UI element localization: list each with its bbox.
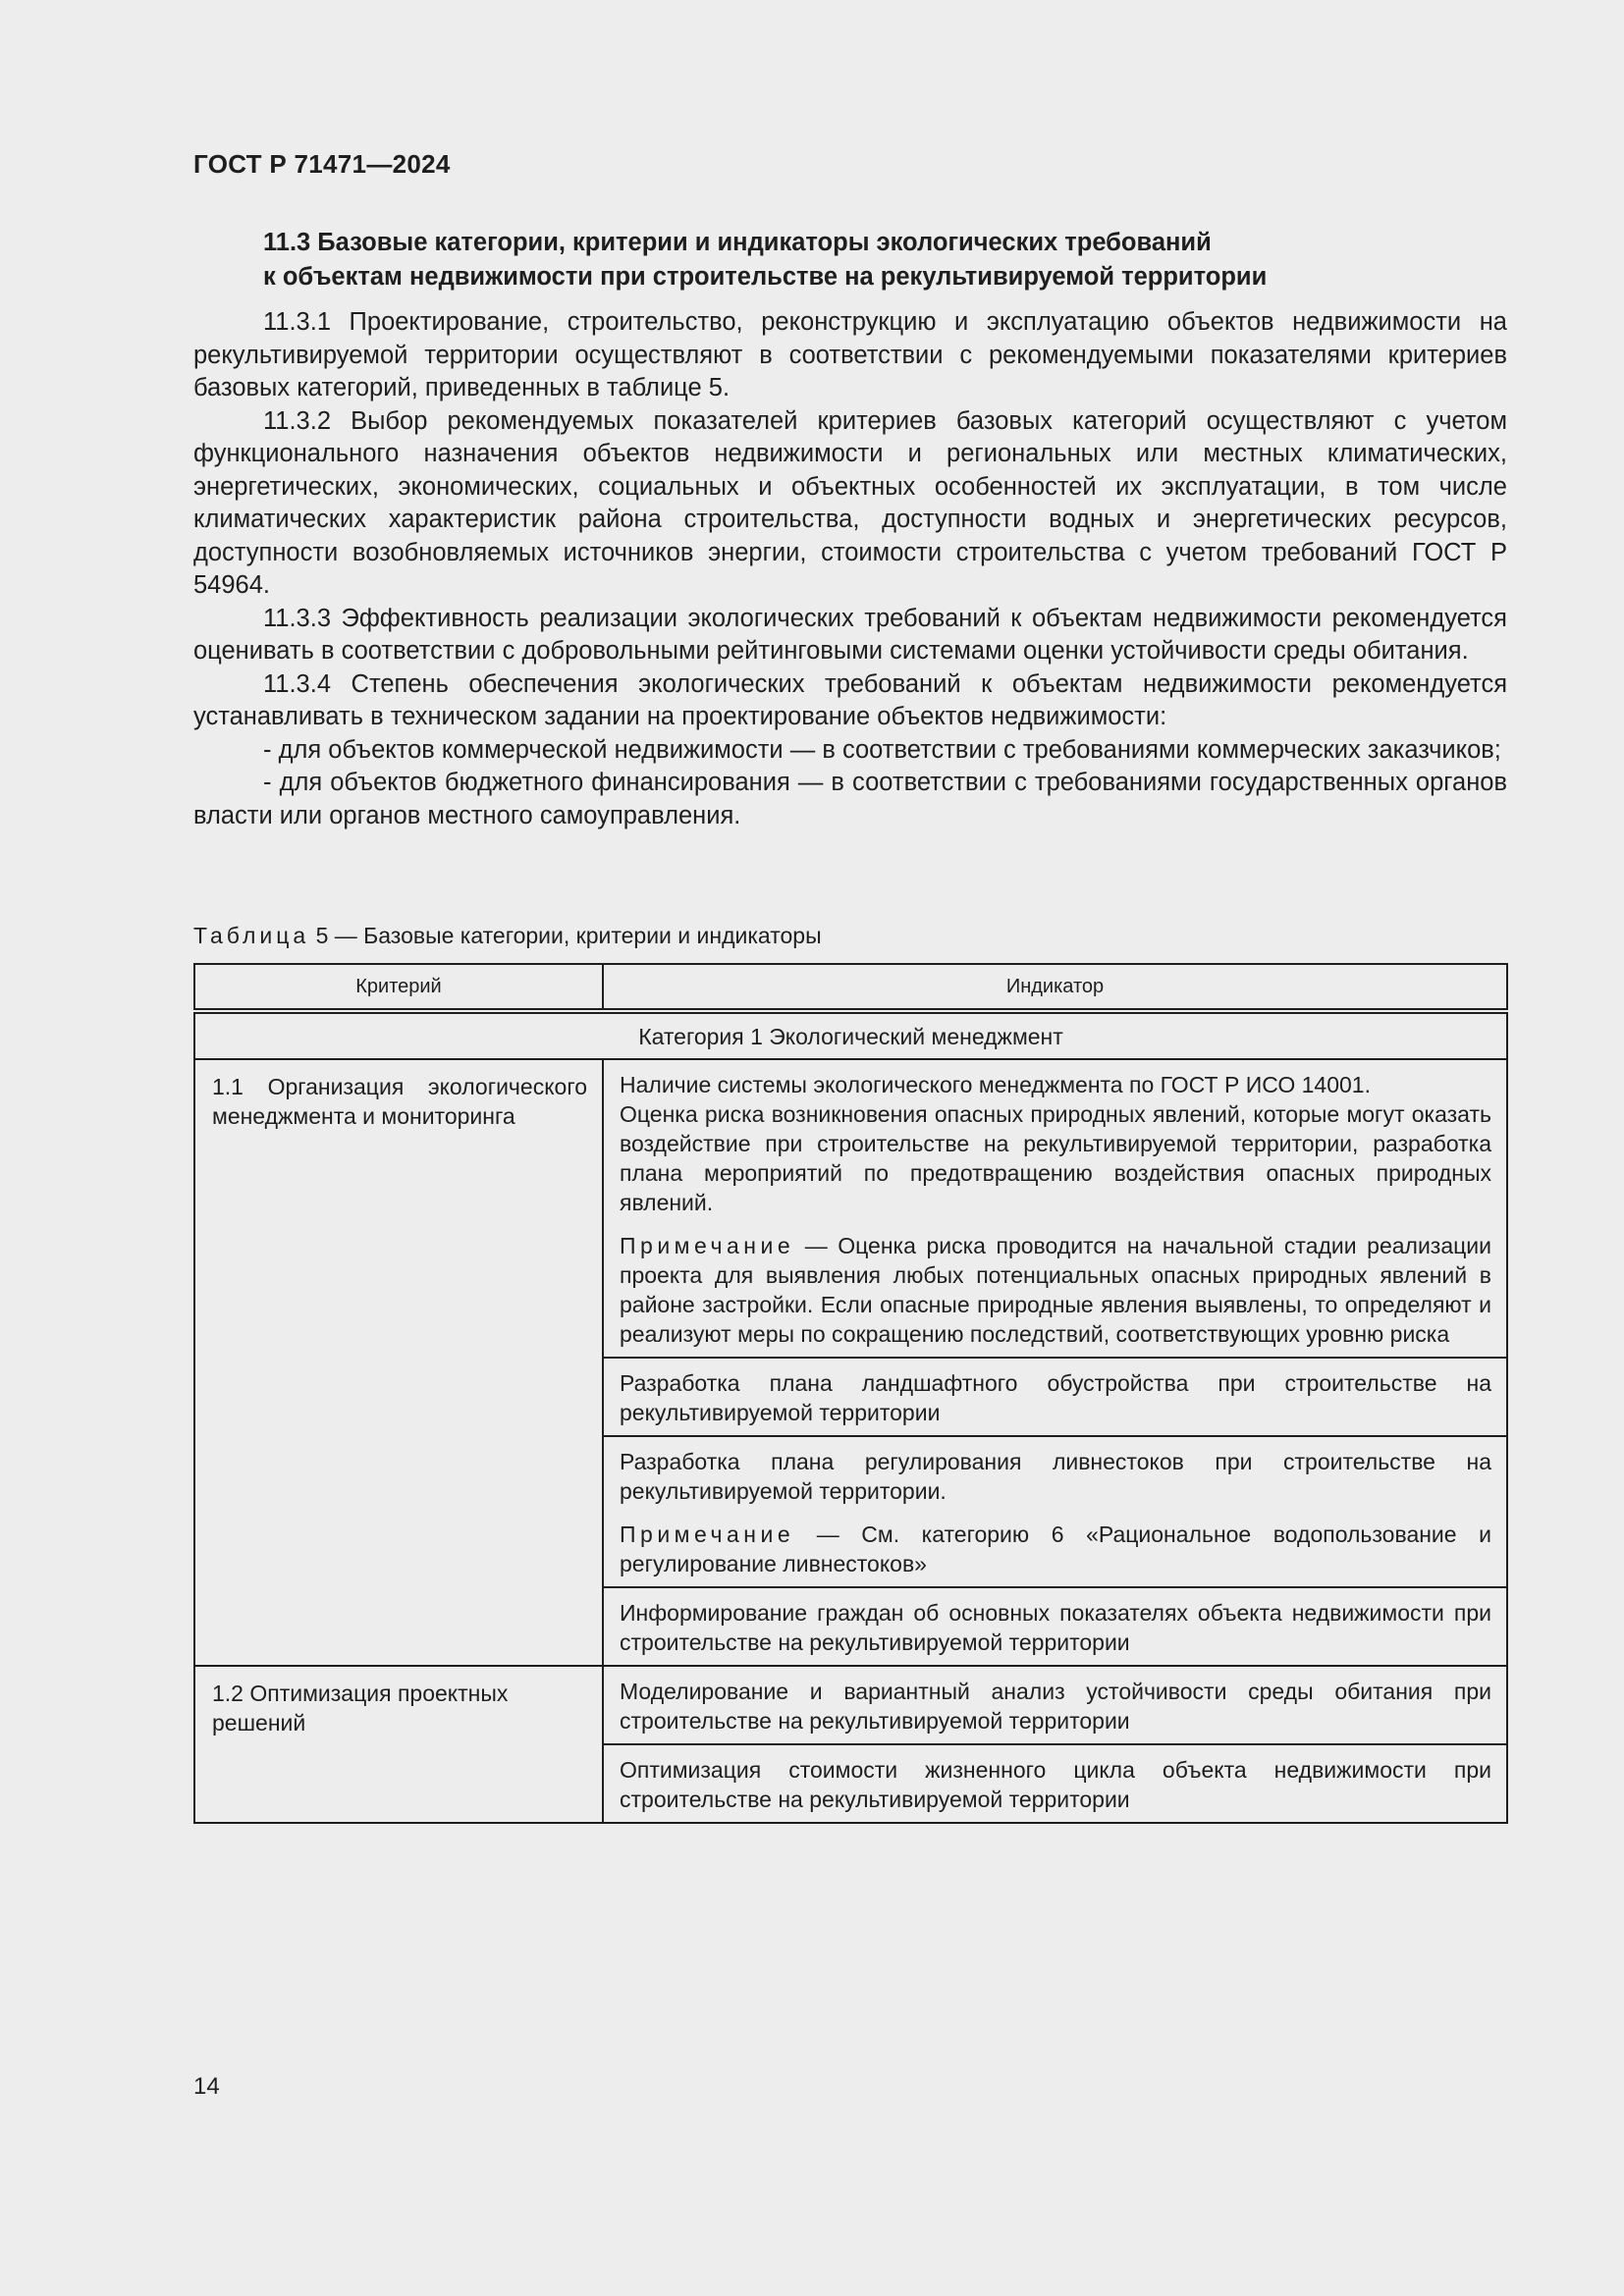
document-code-header: ГОСТ Р 71471—2024	[193, 149, 451, 179]
section-heading-line-1: 11.3 Базовые категории, критерии и индикаторы экологических требований	[263, 229, 1212, 256]
section-body	[193, 306, 1507, 832]
indicator-text: Моделирование и вариантный анализ устойчивости среды обитания при строительстве на рекультивируемой территории	[620, 1679, 1491, 1734]
criteria-table	[193, 963, 1508, 1824]
category-row	[194, 1011, 1507, 1059]
indicator-cell	[603, 1744, 1507, 1823]
indicator-text: Оптимизация стоимости жизненного цикла объекта недвижимости при строительстве на рекультивируемой территории	[620, 1757, 1491, 1812]
criterion-1-2-text: 1.2 Оптимизация проектных решений	[212, 1681, 509, 1735]
table-caption-title: 5 — Базовые категории, критерии и индикаторы	[309, 923, 822, 948]
indicator-text: Оценка риска возникновения опасных природных явлений, которые могут оказать воздействие при строительстве на рекультивируемой территории, разработка плана мероприятий по предотвращению воздействия опасных природных явлений.	[620, 1101, 1491, 1215]
indicator-note	[620, 1520, 1491, 1578]
page-number: 14	[193, 2073, 220, 2100]
indicator-text: Информирование граждан об основных показателях объекта недвижимости при строительстве на рекультивируемой территории	[620, 1600, 1491, 1655]
criterion-1-1-text: 1.1 Организация экологического менеджмента и мониторинга	[212, 1074, 587, 1129]
list-item-budget: - для объектов бюджетного финансирования — в соответствии с требованиями государственных органов власти или органов местного самоуправления.	[193, 769, 1507, 829]
note-text: — Оценка риска проводится на начальной стадии реализации проекта для выявления любых потенциальных опасных природных явлений в районе застройки. Если опасные природные явления выявлены, то определяют и реализуют меры по сокращению последствий, соответствующих уровню риска	[620, 1233, 1491, 1347]
table-row	[194, 1059, 1507, 1358]
indicator-text: Разработка плана регулирования ливнестоков при строительстве на рекультивируемой территории.	[620, 1449, 1491, 1504]
indicator-text: Разработка плана ландшафтного обустройства при строительстве на рекультивируемой территории	[620, 1370, 1491, 1425]
indicator-note	[620, 1231, 1491, 1349]
table-caption	[193, 921, 822, 950]
list-item-commercial: - для объектов коммерческой недвижимости — в соответствии с требованиями коммерческих заказчиков;	[263, 735, 1501, 764]
paragraph-11-3-3: 11.3.3 Эффективность реализации экологических требований к объектам недвижимости рекомендуется оценивать в соответствии с добровольными рейтинговыми системами оценки устойчивости среды обитания.	[193, 604, 1507, 665]
paragraph-11-3-1: 11.3.1 Проектирование, строительство, реконструкцию и эксплуатацию объектов недвижимости на рекультивируемой территории осуществляют в соответствии с рекомендуемыми показателями критериев базовых категорий, приведенных в таблице 5.	[193, 308, 1507, 401]
indicator-cell	[603, 1587, 1507, 1666]
section-heading-line-2: к объектам недвижимости при строительстве на рекультивируемой территории	[263, 263, 1268, 291]
indicator-cell	[603, 1059, 1507, 1358]
indicator-cell	[603, 1436, 1507, 1587]
table-row	[194, 1666, 1507, 1744]
column-header-criterion: Критерий	[194, 964, 603, 1011]
criterion-cell	[194, 1666, 603, 1823]
table-caption-label: Таблица	[193, 923, 310, 948]
note-label: Примечание	[620, 1522, 795, 1547]
note-text: — См. категорию 6 «Рациональное водопользование и регулирование ливнестоков»	[620, 1522, 1491, 1576]
note-label: Примечание	[620, 1233, 795, 1258]
paragraph-11-3-2: 11.3.2 Выбор рекомендуемых показателей критериев базовых категорий осуществляют с учетом функционального назначения объектов недвижимости и региональных или местных климатических, энергетических, экономических, социальных и объектных особенностей их эксплуатации, в том числе климатических характеристик района строительства, доступности водных и энергетических ресурсов, доступности возобновляемых источников энергии, стоимости строительства с учетом требований ГОСТ Р 54964.	[193, 406, 1507, 599]
indicator-cell	[603, 1358, 1507, 1436]
criterion-cell	[194, 1059, 603, 1666]
column-header-indicator: Индикатор	[603, 964, 1507, 1011]
indicator-text: Наличие системы экологического менеджмента по ГОСТ Р ИСО 14001.	[620, 1072, 1371, 1097]
indicator-cell	[603, 1666, 1507, 1744]
section-heading	[263, 226, 1510, 294]
paragraph-11-3-4: 11.3.4 Степень обеспечения экологических требований к объектам недвижимости рекомендуется устанавливать в техническом задании на проектирование объектов недвижимости:	[193, 669, 1507, 730]
category-title: Категория 1 Экологический менеджмент	[194, 1011, 1507, 1059]
table-header-row	[194, 964, 1507, 1011]
